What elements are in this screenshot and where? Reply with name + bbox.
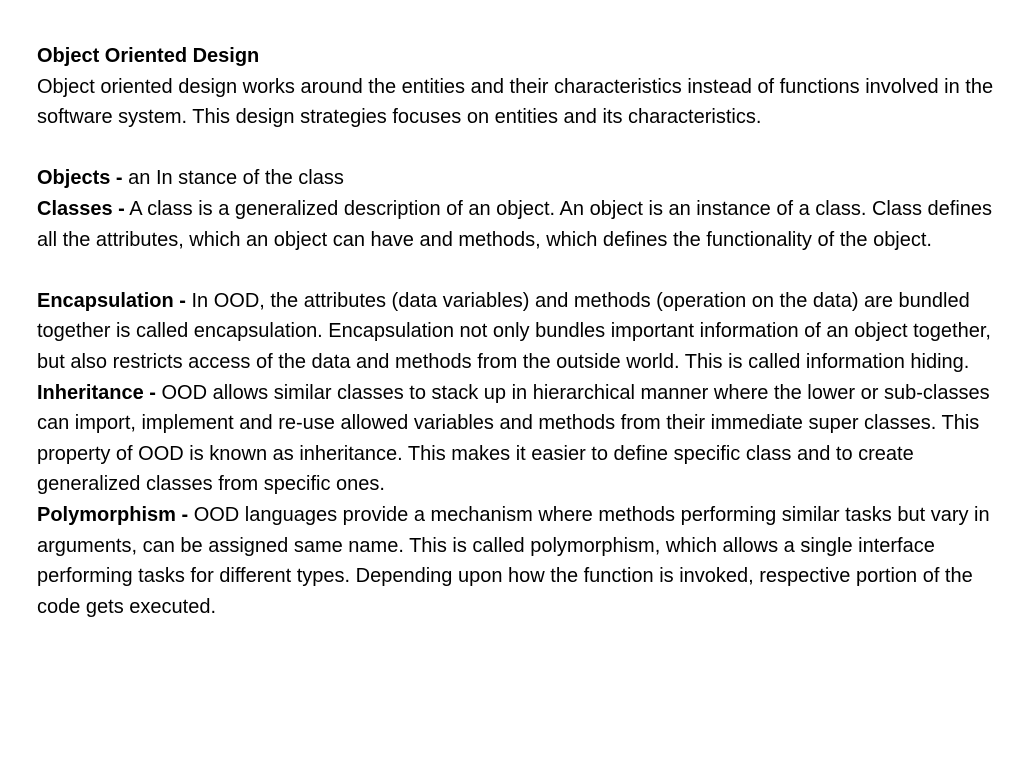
encapsulation-text: In OOD, the attributes (data variables) and methods (operation on the data) are bundled together is called encapsulation. Encapsulation not only bundles important information of an object together, but also restricts access of the data and methods from the outside world. This is called information hiding. xyxy=(37,289,991,373)
polymorphism-term: Polymorphism - xyxy=(37,503,189,526)
encapsulation-term: Encapsulation - xyxy=(37,289,186,312)
inheritance-term: Inheritance - xyxy=(37,381,156,404)
spacer xyxy=(37,255,997,286)
slide-content xyxy=(37,41,997,622)
inheritance-paragraph xyxy=(37,378,997,500)
classes-paragraph xyxy=(37,194,997,255)
objects-paragraph xyxy=(37,163,997,194)
intro-paragraph xyxy=(37,41,997,133)
intro-text: Object oriented design works around the entities and their characteristics instead of functions involved in the software system. This design strategies focuses on entities and its characteristics. xyxy=(37,75,994,129)
objects-text: an In stance of the class xyxy=(122,167,344,190)
inheritance-text: OOD allows similar classes to stack up in hierarchical manner where the lower or sub-classes can import, implement and re-use allowed variables and methods from their immediate super classes. This property of OOD is known as inheritance. This makes it easier to define specific class and to create generalized classes from specific ones. xyxy=(37,381,990,496)
classes-term: Classes - xyxy=(37,197,125,220)
objects-term: Objects - xyxy=(37,167,123,190)
spacer xyxy=(37,133,997,164)
classes-text: A class is a generalized description of an object. An object is an instance of a class. Class defines all the attributes, which an object can have and methods, which defines the functionality of the object. xyxy=(37,197,993,251)
polymorphism-paragraph xyxy=(37,500,997,622)
polymorphism-text: OOD languages provide a mechanism where methods performing similar tasks but vary in arguments, can be assigned same name. This is called polymorphism, which allows a single interface performing tasks for different types. Depending upon how the function is invoked, respective portion of the code gets executed. xyxy=(37,503,990,618)
encapsulation-paragraph xyxy=(37,286,997,378)
slide-title: Object Oriented Design xyxy=(37,45,260,67)
